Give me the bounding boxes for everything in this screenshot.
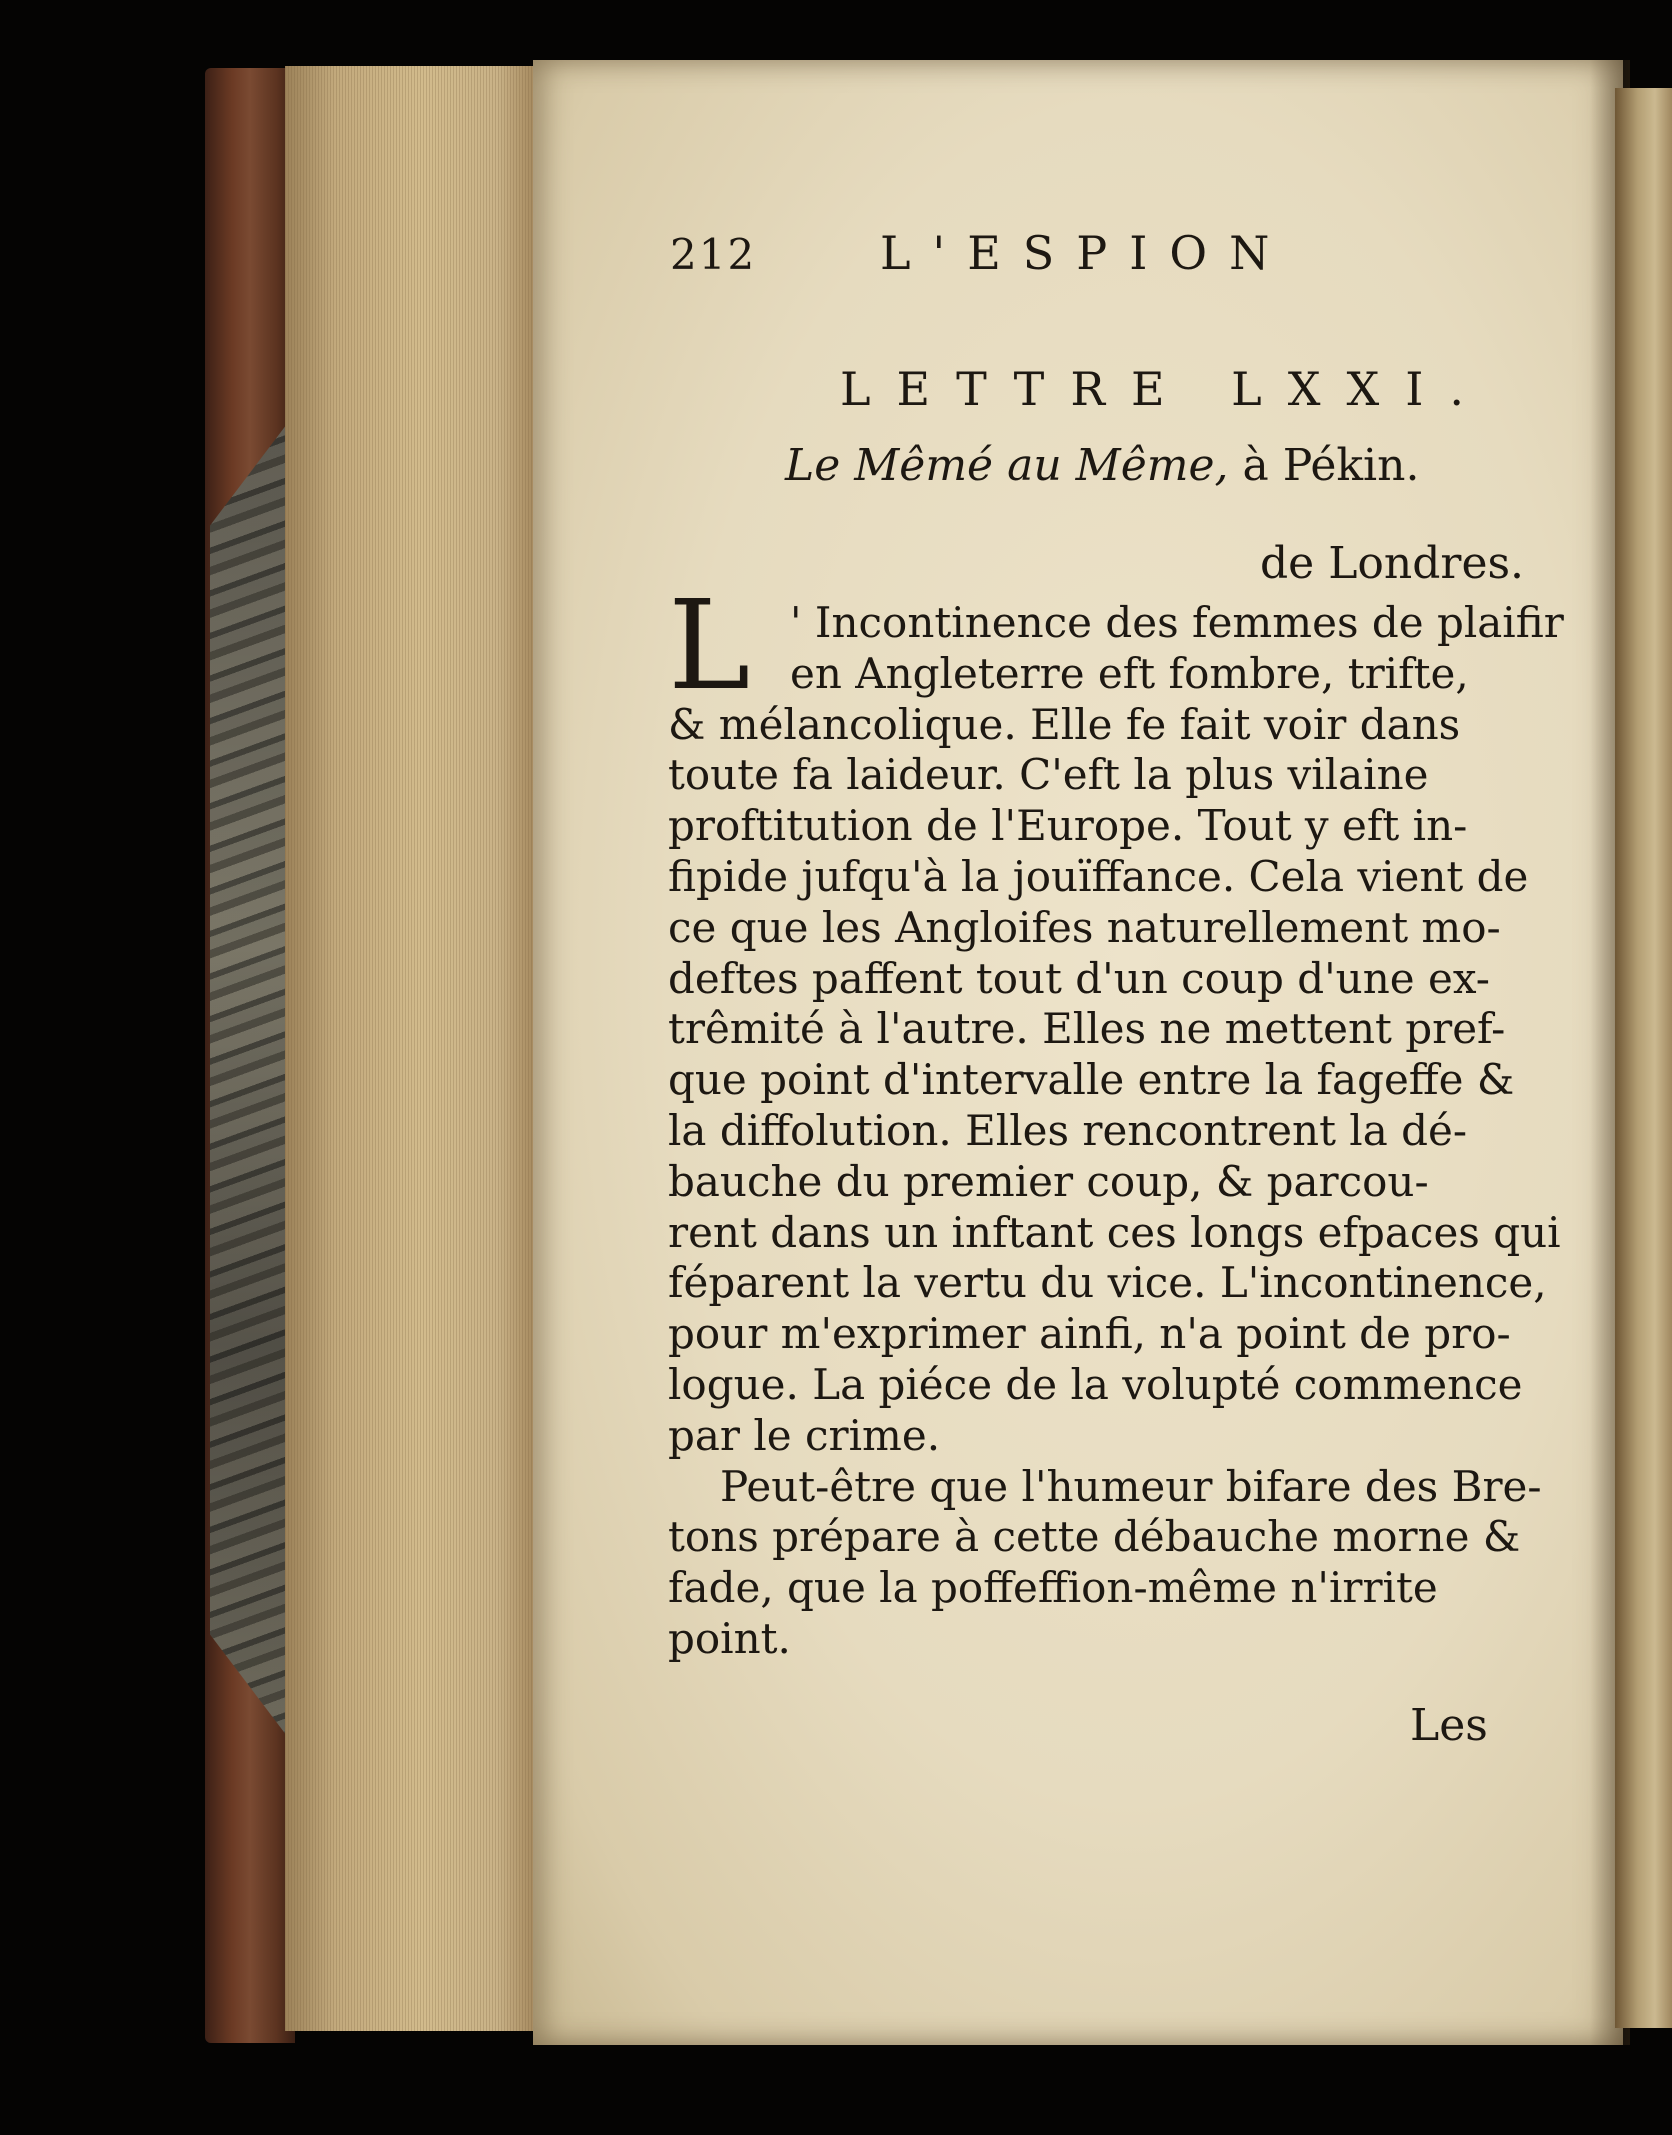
text-line-content: bauche du premier coup, & parcou- bbox=[668, 1156, 1429, 1206]
text-line-content: pour m'exprimer ainfi, n'a point de pro- bbox=[668, 1309, 1511, 1359]
facing-page-edge bbox=[1615, 88, 1672, 2028]
drop-cap: L bbox=[668, 574, 751, 718]
text-line-content: Peut-être que l'humeur bifare des Bre- bbox=[720, 1461, 1542, 1511]
page-edges bbox=[285, 66, 535, 2031]
text-line bbox=[668, 852, 1529, 904]
text-line-content: par le crime. bbox=[668, 1410, 941, 1460]
text-line-content: tons prépare à cette débauche morne & bbox=[668, 1512, 1521, 1562]
text-line bbox=[668, 1563, 1484, 1615]
text-line bbox=[668, 750, 1484, 802]
text-line bbox=[668, 1004, 1506, 1056]
text-line bbox=[668, 801, 1484, 853]
page-number: 212 bbox=[670, 230, 757, 279]
catchword: Les bbox=[1410, 1700, 1488, 1751]
text-line-content: rent dans un inftant ces longs efpaces qui bbox=[668, 1207, 1561, 1257]
dateline: de Londres. bbox=[1260, 538, 1525, 589]
text-line-content: en Angleterre eft fombre, trifte, bbox=[790, 648, 1469, 698]
subtitle-roman: à Pékin. bbox=[1242, 440, 1420, 491]
text-line-content: fipide jufqu'à la jouïffance. Cela vient de bbox=[668, 852, 1529, 901]
text-line bbox=[668, 1055, 1515, 1107]
text-line bbox=[668, 1309, 1511, 1361]
text-line-content: trêmité à l'autre. Elles ne mettent pref- bbox=[668, 1004, 1506, 1054]
text-line-content: que point d'intervalle entre la fageffe & bbox=[668, 1055, 1515, 1105]
text-line bbox=[668, 1360, 1523, 1412]
text-line-content: toute fa laideur. C'eft la plus vilaine bbox=[668, 750, 1429, 800]
letter-title: LETTRE LXXI. bbox=[840, 362, 1491, 416]
text-line bbox=[668, 1207, 1561, 1260]
subtitle-italic: Le Mêmé au Même, bbox=[785, 440, 1229, 491]
text-line bbox=[668, 1614, 1484, 1666]
text-line-content: point. bbox=[668, 1614, 791, 1663]
text-line-content: logue. La piéce de la volupté commence bbox=[668, 1360, 1523, 1409]
text-line bbox=[720, 1461, 1542, 1514]
text-line bbox=[668, 1157, 1484, 1209]
running-title: L'ESPION bbox=[880, 226, 1292, 280]
text-line-content: & mélancolique. Elle fe fait voir dans bbox=[668, 699, 1461, 749]
marbled-board bbox=[210, 420, 290, 1740]
text-line-content: proftitution de l'Europe. Tout y eft in- bbox=[668, 801, 1468, 851]
text-line-content: la diffolution. Elles rencontrent la dé- bbox=[668, 1106, 1468, 1155]
text-line-content: ' Incontinence des femmes de plaifir bbox=[790, 598, 1564, 647]
running-header bbox=[670, 218, 1290, 288]
letter-subtitle bbox=[785, 440, 1419, 491]
text-line bbox=[790, 649, 1484, 701]
text-line bbox=[790, 598, 1564, 650]
text-line bbox=[668, 1106, 1484, 1158]
text-line-content: ce que les Angloifes naturellement mo- bbox=[668, 902, 1501, 952]
text-line-content: fade, que la poffeffion-même n'irrite bbox=[668, 1563, 1438, 1613]
text-line bbox=[668, 953, 1490, 1006]
text-line bbox=[668, 902, 1501, 955]
text-line bbox=[668, 1512, 1521, 1564]
text-line-content: deftes paffent tout d'un coup d'une ex- bbox=[668, 953, 1490, 1003]
text-line-content: féparent la vertu du vice. L'incontinence, bbox=[668, 1258, 1547, 1308]
text-line bbox=[668, 1258, 1547, 1310]
text-line bbox=[668, 700, 1484, 752]
text-line bbox=[668, 1411, 1484, 1463]
